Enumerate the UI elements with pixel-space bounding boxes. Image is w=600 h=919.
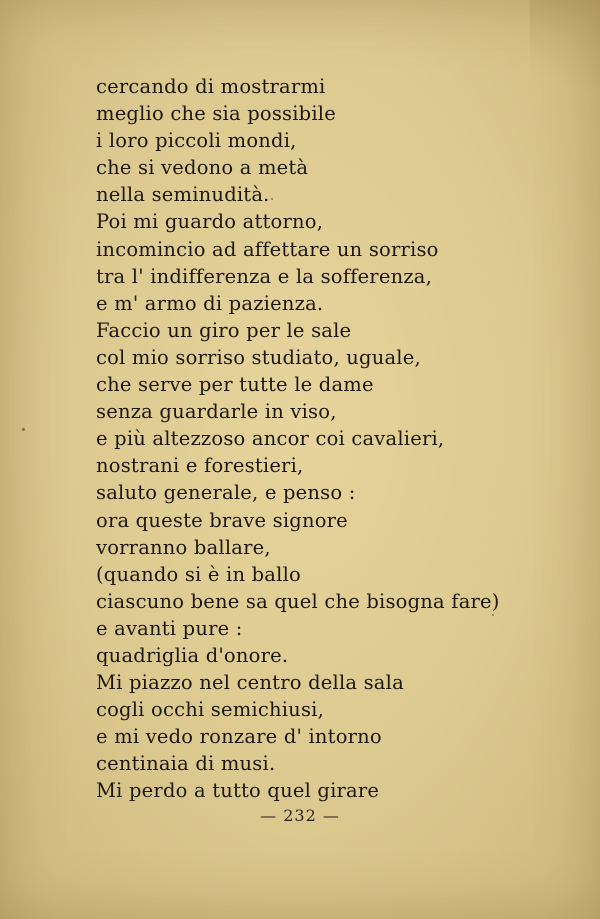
poem-line: Faccio un giro per le sale [96, 318, 352, 342]
poem-line: ciascuno bene sa quel che bisogna fare) [96, 589, 500, 613]
paper-speck [22, 428, 25, 431]
poem-line: incomincio ad affettare un sorriso [96, 237, 439, 261]
poem-line: e mi vedo ronzare d' intorno [96, 725, 382, 749]
poem-line: saluto generale, e penso : [96, 481, 356, 505]
page-number: — 232 — [260, 806, 340, 825]
poem-line: col mio sorriso studiato, uguale, [96, 345, 421, 369]
poem-line: cogli occhi semichiusi, [96, 698, 324, 722]
poem-line: e avanti pure : [96, 616, 243, 640]
poem-line: tra l' indifferenza e la sofferenza, [96, 264, 433, 288]
poem-line: e m' armo di pazienza. [96, 291, 324, 315]
poem-line: meglio che sia possibile [96, 102, 336, 126]
poem-line: senza guardarle in viso, [96, 400, 337, 424]
poem-line: centinaia di musi. [96, 752, 276, 776]
poem-line: nostrani e forestieri, [96, 454, 304, 478]
poem-line: che serve per tutte le dame [96, 373, 374, 397]
poem-line: Mi piazzo nel centro della sala [96, 671, 404, 695]
poem-line: che si vedono a metà [96, 156, 309, 180]
poem-text [96, 73, 500, 805]
poem-line: i loro piccoli mondi, [96, 129, 297, 153]
poem-line: e più altezzoso ancor coi cavalieri, [96, 427, 445, 451]
poem-line: quadriglia d'onore. [96, 643, 289, 667]
poem-line: vorranno ballare, [96, 535, 271, 559]
poem-line: cercando di mostrarmi [96, 75, 326, 98]
poem-line: (quando si è in ballo [96, 562, 301, 586]
poem-line: ora queste brave signore [96, 508, 348, 532]
paper-speck [492, 614, 494, 616]
poem-line: Mi perdo a tutto quel girare [96, 779, 380, 803]
poem-line: Poi mi guardo attorno, [96, 210, 324, 234]
page-corner-crease [530, 0, 600, 140]
paper-speck [271, 198, 273, 200]
poem-line: nella seminudità. [96, 183, 270, 207]
